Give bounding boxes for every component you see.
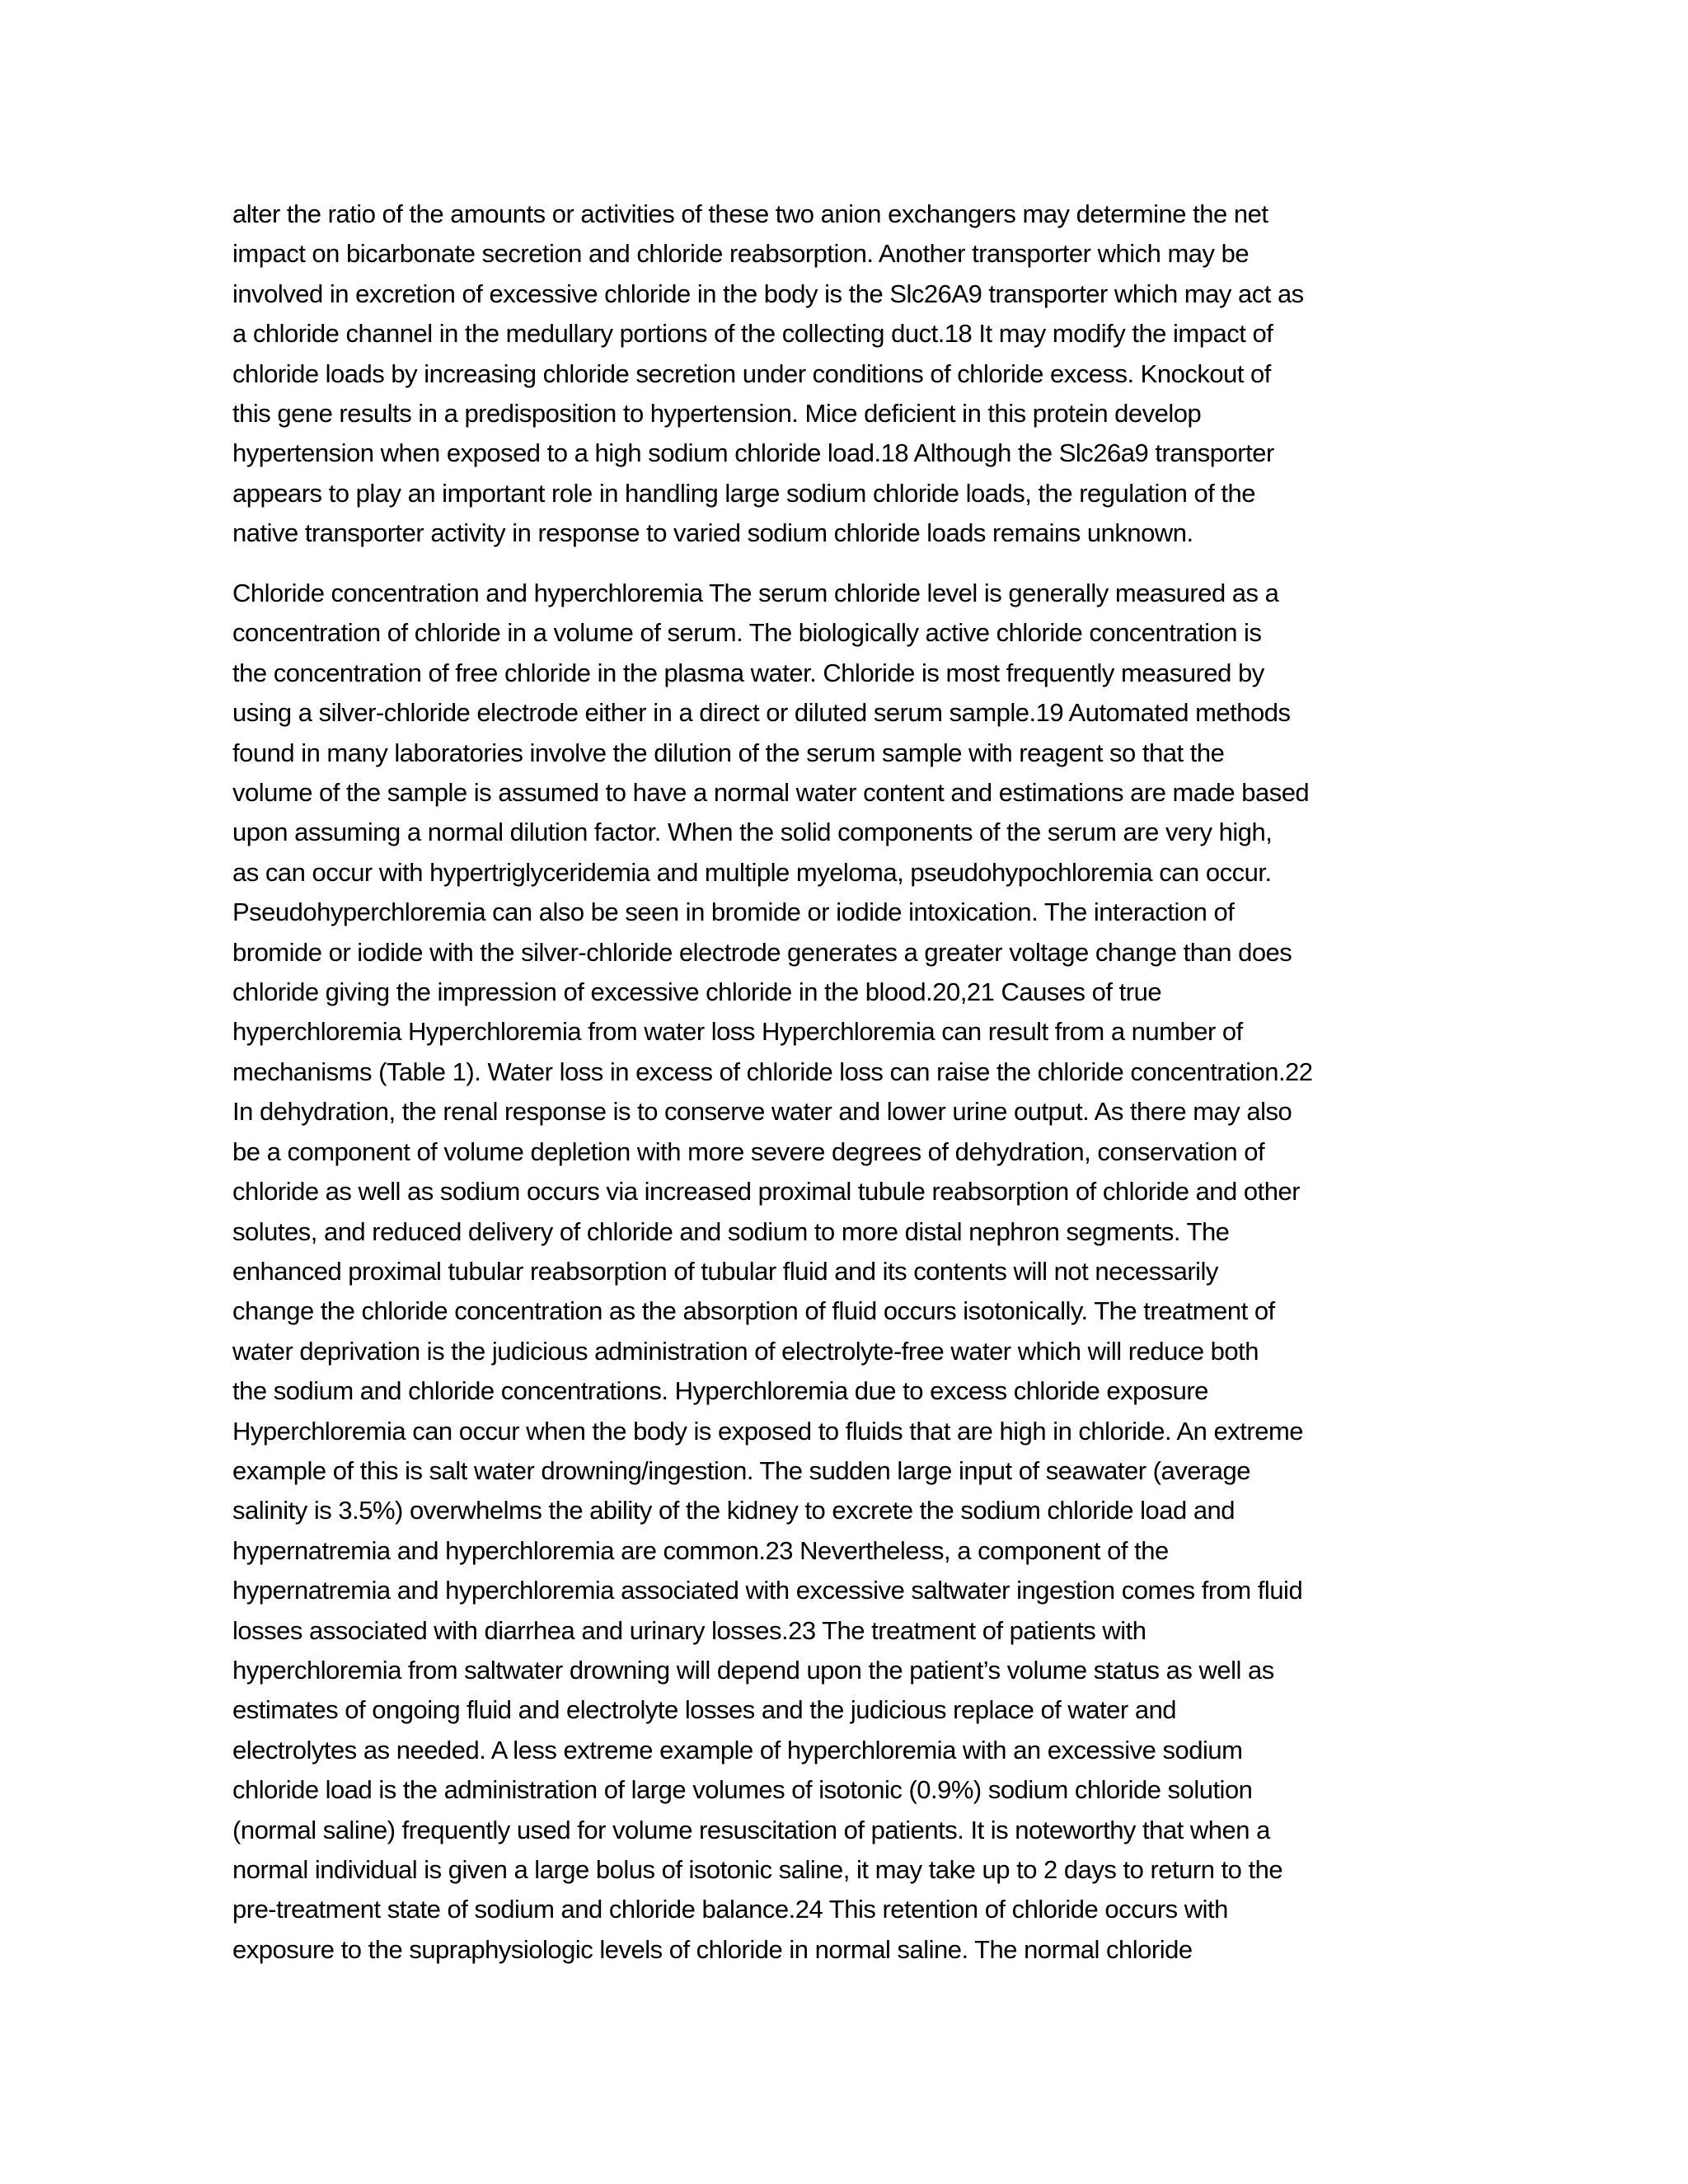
text-line: using a silver-chloride electrode either in a direct or diluted serum sample.19 Automated methods xyxy=(232,698,1291,728)
text-line: native transporter activity in response to varied sodium chloride loads remains unknown. xyxy=(232,518,1193,548)
text-line: water deprivation is the judicious administration of electrolyte-free water which will reduce both xyxy=(232,1336,1259,1366)
text-line: chloride giving the impression of excessive chloride in the blood.20,21 Causes of true xyxy=(232,977,1162,1007)
text-line: the concentration of free chloride in the plasma water. Chloride is most frequently measured by xyxy=(232,658,1264,687)
text-line: hyperchloremia Hyperchloremia from water loss Hyperchloremia can result from a number of xyxy=(232,1017,1243,1047)
text-line: hypernatremia and hyperchloremia associated with excessive saltwater ingestion comes from fluid xyxy=(232,1576,1303,1605)
text-line: electrolytes as needed. A less extreme example of hyperchloremia with an excessive sodium xyxy=(232,1735,1243,1765)
text-line: In dehydration, the renal response is to conserve water and lower urine output. As there may also xyxy=(232,1097,1292,1127)
text-line: the sodium and chloride concentrations. Hyperchloremia due to excess chloride exposure xyxy=(232,1376,1208,1406)
text-line: solutes, and reduced delivery of chloride and sodium to more distal nephron segments. The xyxy=(232,1216,1230,1246)
text-line: (normal saline) frequently used for volume resuscitation of patients. It is noteworthy that when a xyxy=(232,1815,1270,1844)
text-line: hypertension when exposed to a high sodium chloride load.18 Although the Slc26a9 transporter xyxy=(232,438,1274,468)
paragraph-1 xyxy=(232,194,1461,554)
text-line: exposure to the supraphysiologic levels of chloride in normal saline. The normal chloride xyxy=(232,1934,1193,1964)
text-line: impact on bicarbonate secretion and chloride reabsorption. Another transporter which may be xyxy=(232,239,1250,269)
text-line: alter the ratio of the amounts or activities of these two anion exchangers may determine the net xyxy=(232,199,1268,228)
text-line: losses associated with diarrhea and urinary losses.23 The treatment of patients with xyxy=(232,1615,1146,1645)
text-line: mechanisms (Table 1). Water loss in excess of chloride loss can raise the chloride concentration.22 xyxy=(232,1057,1313,1086)
paragraph-2 xyxy=(232,574,1461,1970)
text-line: chloride as well as sodium occurs via increased proximal tubule reabsorption of chloride and other xyxy=(232,1177,1301,1207)
text-line: hyperchloremia from saltwater drowning will depend upon the patient’s volume status as well as xyxy=(232,1655,1274,1685)
text-line: hypernatremia and hyperchloremia are common.23 Nevertheless, a component of the xyxy=(232,1535,1169,1565)
text-line: appears to play an important role in handling large sodium chloride loads, the regulation of the xyxy=(232,478,1256,508)
text-line: change the chloride concentration as the absorption of fluid occurs isotonically. The treatment of xyxy=(232,1296,1275,1326)
text-line: volume of the sample is assumed to have a normal water content and estimations are made based xyxy=(232,778,1310,808)
text-line: this gene results in a predisposition to hypertension. Mice deficient in this protein develop xyxy=(232,399,1202,429)
text-line: normal individual is given a large bolus of isotonic saline, it may take up to 2 days to return to the xyxy=(232,1855,1283,1884)
text-line: found in many laboratories involve the dilution of the serum sample with reagent so that the xyxy=(232,738,1225,767)
text-line: as can occur with hypertriglyceridemia and multiple myeloma, pseudohypochloremia can occur. xyxy=(232,857,1272,887)
text-line: concentration of chloride in a volume of serum. The biologically active chloride concentration is xyxy=(232,618,1262,648)
text-line: example of this is salt water drowning/ingestion. The sudden large input of seawater (average xyxy=(232,1455,1250,1485)
text-line: a chloride channel in the medullary portions of the collecting duct.18 It may modify the impact of xyxy=(232,319,1273,349)
text-line: bromide or iodide with the silver-chloride electrode generates a greater voltage change than does xyxy=(232,937,1292,967)
text-line: chloride load is the administration of large volumes of isotonic (0.9%) sodium chloride solution xyxy=(232,1775,1253,1805)
text-line: involved in excretion of excessive chloride in the body is the Slc26A9 transporter which may act as xyxy=(232,279,1304,308)
text-line: be a component of volume depletion with more severe degrees of dehydration, conservation of xyxy=(232,1137,1265,1166)
text-line: estimates of ongoing fluid and electrolyte losses and the judicious replace of water and xyxy=(232,1695,1177,1725)
text-line: upon assuming a normal dilution factor. When the solid components of the serum are very high, xyxy=(232,818,1273,847)
text-line: Chloride concentration and hyperchloremia The serum chloride level is generally measured as a xyxy=(232,579,1279,607)
text-line: enhanced proximal tubular reabsorption of tubular fluid and its contents will not necessarily xyxy=(232,1256,1218,1286)
text-line: chloride loads by increasing chloride secretion under conditions of chloride excess. Knockout of xyxy=(232,359,1271,388)
text-line: pre-treatment state of sodium and chloride balance.24 This retention of chloride occurs with xyxy=(232,1895,1228,1924)
text-line: Pseudohyperchloremia can also be seen in bromide or iodide intoxication. The interaction of xyxy=(232,898,1235,927)
text-line: Hyperchloremia can occur when the body is exposed to fluids that are high in chloride. An extreme xyxy=(232,1416,1304,1446)
text-line: salinity is 3.5%) overwhelms the ability of the kidney to excrete the sodium chloride load and xyxy=(232,1496,1236,1526)
